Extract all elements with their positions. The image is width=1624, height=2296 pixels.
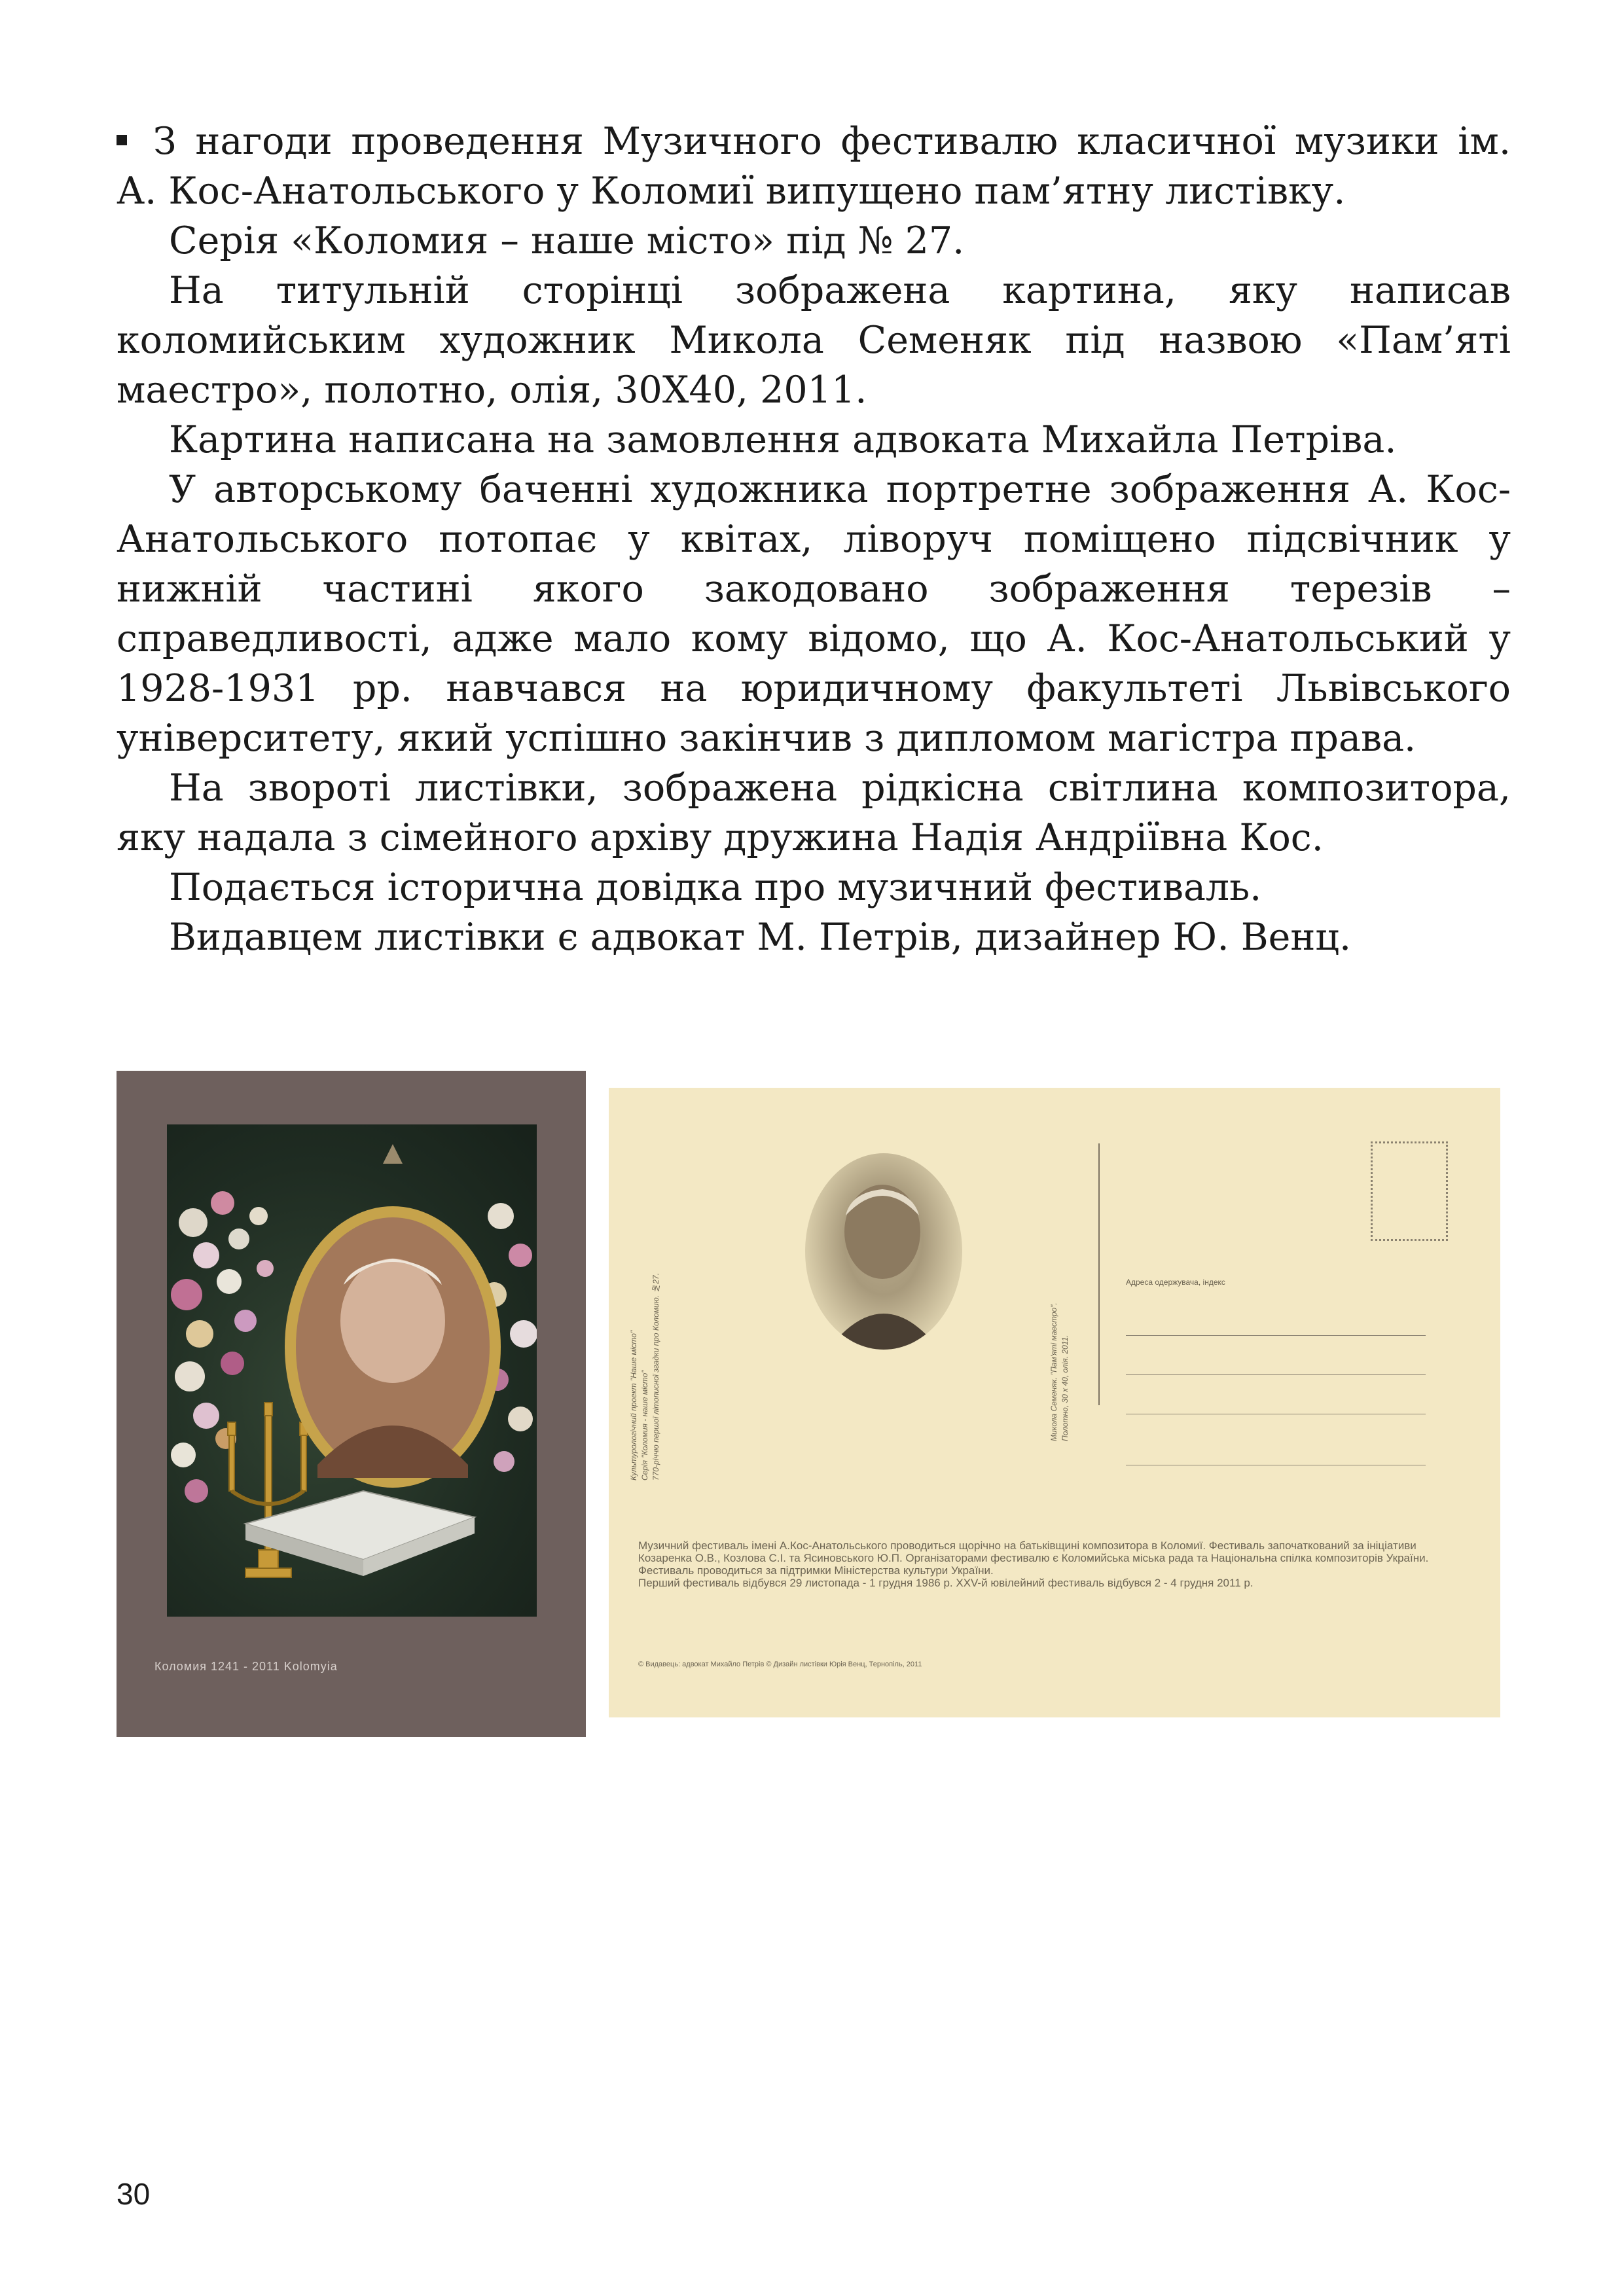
project-info-vertical: Культурологічний проект "Наше місто" Серія "Коломия - наше місто" 770-річчю першої літописної згадки про Коломию. №27. <box>629 1272 660 1480</box>
postcard-front <box>117 1071 586 1737</box>
publisher-credit: © Видавець: адвокат Михайло Петрів © Дизайн листівки Юрія Венц, Тернопіль, 2011 <box>638 1660 922 1668</box>
article-text <box>117 117 1511 962</box>
paragraph-3: На титульній сторінці зображена картина, яку написав коломийським художник Микола Семеняк під назвою «Пам’яті маестро», полотно, олія, 30Х40, 2011. <box>117 269 1511 412</box>
front-caption: Коломия 1241 - 2011 Kolomyia <box>154 1660 338 1673</box>
paragraph-5: У авторському баченні художника портретне зображення А. Кос-Анатольського потопає у квітах, ліворуч поміщено підсвічник у нижній частині якого закодовано зображення терезів – справедливості, адже мало кому відомо, що А. Кос-Анатольський у 1928-1931 рр. навчався на юридичному факультеті Львівського університету, який успішно закінчив з дипломом магістра права. <box>117 468 1511 760</box>
paragraph-7: Подається історична довідка про музичний фестиваль. <box>169 866 1262 909</box>
address-label: Адреса одержувача, індекс <box>1126 1278 1225 1287</box>
composer-photo <box>805 1153 962 1350</box>
vertical-divider <box>1098 1143 1100 1405</box>
address-line <box>1126 1335 1426 1336</box>
paragraph-2: Серія «Коломия – наше місто» під № 27. <box>169 219 965 262</box>
bullet-icon <box>117 135 127 145</box>
address-line <box>1126 1374 1426 1375</box>
flowers-left <box>171 1191 274 1503</box>
page-number: 30 <box>117 2177 151 2211</box>
painting-image <box>167 1124 537 1617</box>
painting-info-vertical: Микола Семеняк. "Пам'яті маестро". Полотно, 30 х 40, олія. 2011. <box>1049 1302 1070 1441</box>
festival-description: Музичний фестиваль імені А.Кос-Анатольського проводиться щорічно на батьківщині композитора в Коломиї. Фестиваль започаткований за ініціативи Козаренка О.В., Козлова С.І. та Ясиновського Ю.П. Організаторами фестивалю є Коломийська міська рада та Національна спілка композиторів України. Фестиваль проводиться за підтримки Міністерства культури України. Перший фестиваль відбувся 29 листопада - 1 грудня 1986 р. XXV-й ювілейний фестиваль відбувся 2 - 4 грудня 2011 р. <box>638 1539 1429 1589</box>
postcard-back <box>609 1088 1500 1717</box>
portrait-face <box>340 1259 445 1383</box>
stamp-box <box>1371 1141 1448 1241</box>
paragraph-1: З нагоди проведення Музичного фестивалю класичної музики ім. А. Кос-Анатольського у Коломиї випущено пам’ятну листівку. <box>117 120 1511 213</box>
paragraph-8: Видавцем листівки є адвокат М. Петрів, дизайнер Ю. Венц. <box>169 916 1352 959</box>
composer-portrait <box>805 1153 962 1350</box>
paragraph-6: На звороті листівки, зображена рідкісна світлина композитора, яку надала з сімейного архіву дружина Надія Андріївна Кос. <box>117 766 1511 859</box>
paragraph-4: Картина написана на замовлення адвоката Михайла Петріва. <box>169 418 1397 461</box>
painting-illustration <box>167 1124 537 1617</box>
